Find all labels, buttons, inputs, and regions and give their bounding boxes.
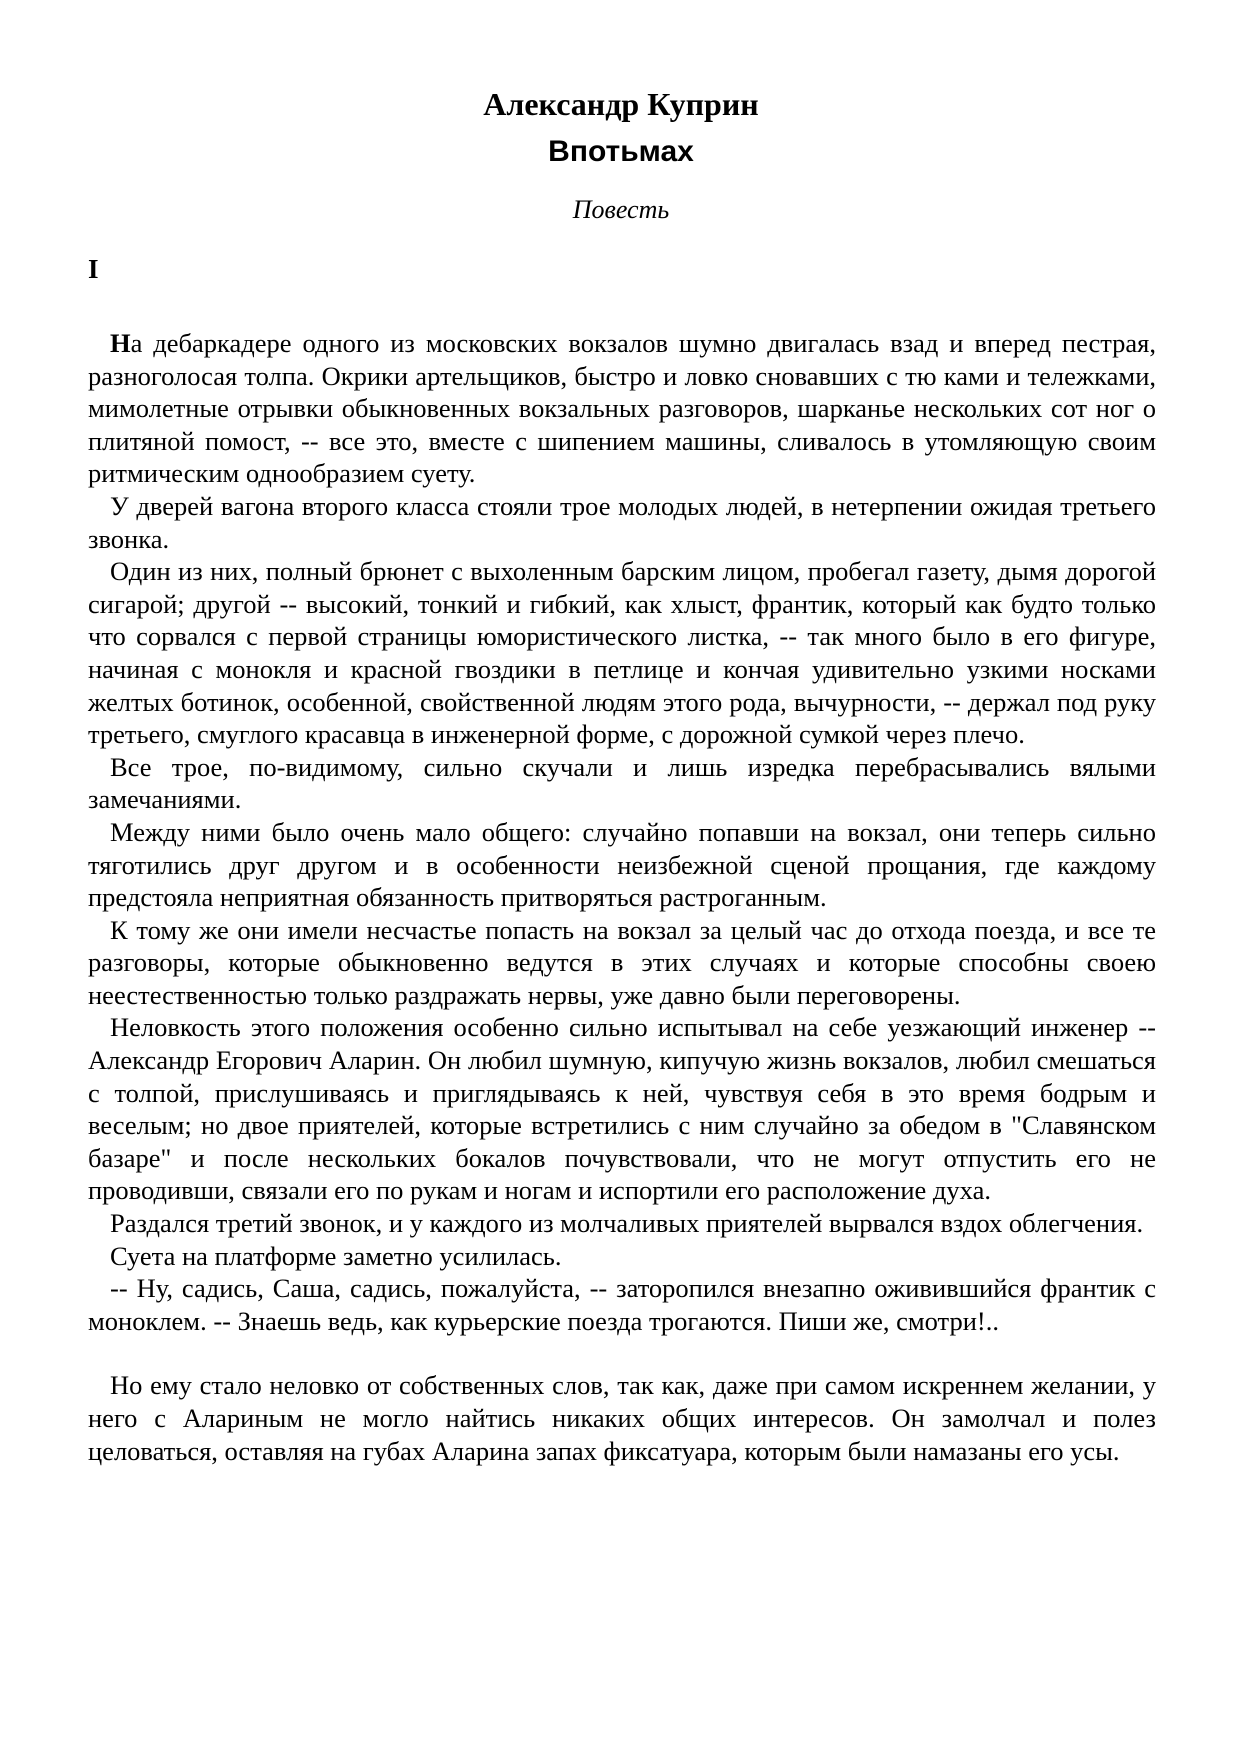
story-body: [88, 327, 1156, 1467]
paragraph-text: а дебаркадере одного из московских вокзалов шумно двигалась взад и вперед пестрая, разноголосая толпа. Окрики артельщиков, быстро и ловко сновавших с тю ками и тележками, мимолетные отрывки обыкновенных вокзальных разговоров, шарканье нескольких сот ног о плитяной помост, -- все это, вместе с шипением машины, сливалось в утомляющую своим ритмическим однообразием суету.: [88, 328, 1156, 489]
paragraph: [88, 327, 1156, 490]
paragraph: Суета на платформе заметно усилилась.: [110, 1240, 562, 1271]
chapter-number: I: [88, 254, 99, 284]
paragraph: -- Ну, садись, Саша, садись, пожалуйста, -- заторопился внезапно оживившийся франтик с моноклем. -- Знаешь ведь, как курьерские поезда трогаются. Пиши же, смотри!..: [88, 1273, 1156, 1336]
paragraph: Но ему стало неловко от собственных слов, так как, даже при самом искреннем желании, у него с Алариным не могло найтись никаких общих интересов. Он замолчал и полез целоваться, оставляя на губах Аларина запах фиксатуара, которым были намазаны его усы.: [88, 1370, 1156, 1466]
paragraph: Раздался третий звонок, и у каждого из молчаливых приятелей вырвался вздох облегчения.: [110, 1208, 1144, 1239]
paragraph: Неловкость этого положения особенно сильно испытывал на себе уезжающий инженер -- Александр Егорович Аларин. Он любил шумную, кипучую жизнь вокзалов, любил смешаться с толпой, прислушиваясь и приглядываясь к ней, чувствуя себя в это время бодрым и веселым; но двое приятелей, которые встретились с ним случайно за обедом в "Славянском базаре" и после нескольких бокалов почувствовали, что не могут отпустить его не проводивши, связали его по рукам и ногам и испортили его расположение духа.: [88, 1012, 1156, 1206]
drop-cap-letter: Н: [110, 328, 131, 358]
genre-subtitle: Повесть: [572, 195, 670, 224]
paragraph: Один из них, полный брюнет с выхоленным барским лицом, пробегал газету, дымя дорогой сигарой; другой -- высокий, тонкий и гибкий, как хлыст, франтик, который как будто только что сорвался с первой страницы юмористического листка, -- так много было в его фигуре, начиная с монокля и красной гвоздики в петлице и кончая удивительно узкими носками желтых ботинок, особенной, свойственной людям этого рода, вычурности, -- держал под руку третьего, смуглого красавца в инженерной форме, с дорожной сумкой через плечо.: [88, 556, 1156, 750]
paragraph: У дверей вагона второго класса стояли трое молодых людей, в нетерпении ожидая третьего звонка.: [88, 490, 1156, 554]
story-title: Впотьмах: [548, 135, 694, 168]
paragraph: К тому же они имели несчастье попасть на вокзал за целый час до отхода поезда, и все те разговоры, которые обыкновенно ведутся в этих случаях и которые способны своею неестественностью только раздражать нервы, уже давно были переговорены.: [88, 914, 1156, 1010]
paragraph: Между ними было очень мало общего: случайно попавши на вокзал, они теперь сильно тяготились друг другом и в особенности неизбежной сценой прощания, где каждому предстояла неприятная обязанность притворяться растроганным.: [88, 816, 1156, 913]
author-name: Александр Куприн: [483, 86, 759, 122]
paragraph: Все трое, по-видимому, сильно скучали и лишь изредка перебрасывались вялыми замечаниями.: [88, 751, 1156, 815]
